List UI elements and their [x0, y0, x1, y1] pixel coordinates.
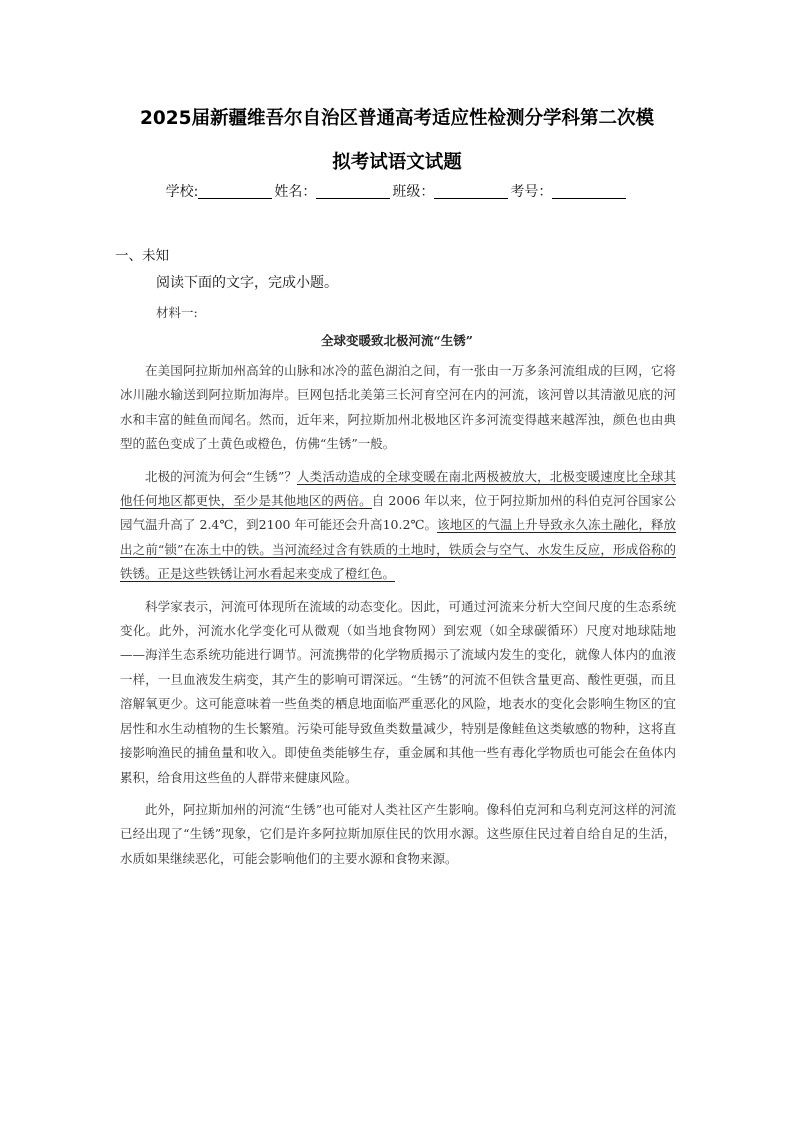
paragraph-4: 此外，阿拉斯加州的河流“生锈”也可能对人类社区产生影响。像科伯克河和乌利克河这样的河流已经出现了“生锈”现象，它们是许多阿拉斯加原住民的饮用水源。这些原住民过着自给自足的生活，水质如果继续恶化，可能会影响他们的主要水源和食物来源。: [120, 801, 676, 866]
school-blank[interactable]: [198, 183, 272, 199]
class-blank[interactable]: [434, 183, 508, 199]
section-heading: 一、未知: [115, 248, 169, 264]
underlined-sentence-2: 该地区的气温上升导致永久冻土融化，释放出之前“锁”在冻土中的铁。当河流经过含有铁质的土地时，铁质会与空气、水发生反应，形成俗称的铁锈。正是这些铁锈让河水看起来变成了橙红色。: [120, 517, 676, 582]
material-label: 材料一:: [156, 305, 198, 320]
paragraph-2: [120, 465, 676, 587]
article-body: [120, 359, 676, 879]
exam-number-blank[interactable]: [552, 183, 626, 199]
name-label: 姓名：: [274, 184, 317, 200]
paragraph-2-data: 自 2006 年以来，位于阿拉斯加州的科伯克河谷国家公园气温升高了 2.4℃，到2100 年可能还会升高10.2℃。: [120, 493, 676, 533]
paragraph-2-question: 北极的河流为何会“生锈”？: [145, 468, 298, 484]
exam-number-label: 考号：: [510, 184, 553, 200]
article-title: 全球变暖致北极河流“生锈”: [321, 333, 473, 348]
underlined-sentence-1: 人类活动造成的全球变暖在南北两极被放大，北极变暖速度比全球其他任何地区都更快，至少是其他地区的两倍。: [120, 468, 676, 509]
paragraph-3: 科学家表示，河流可体现所在流域的动态变化。因此，可通过河流来分析大空间尺度的生态系统变化。此外，河流水化学变化可从微观（如当地食物网）到宏观（如全球碳循环）尺度对地球陆地——海洋生态系统功能进行调节。河流携带的化学物质揭示了流域内发生的变化，就像人体内的血液一样，一旦血液发生病变，其产生的影响可谓深远。“生锈”的河流不但铁含量更高、酸性更强，而且溶解氧更少。这可能意味着一些鱼类的栖息地面临严重恶化的风险，地表水的变化会影响生物区的宜居性和水生动植物的生长繁殖。污染可能导致鱼类数量减少，特别是像鲑鱼这类敏感的物种，这将直接影响渔民的捕鱼量和收入。即使鱼类能够生存，重金属和其他一些有毒化学物质也可能会在鱼体内累积，给食用这些鱼的人群带来健康风险。: [120, 598, 676, 785]
exam-title-line-1: 2025届新疆维吾尔自治区普通高考适应性检测分学科第二次模: [140, 108, 654, 129]
reading-instruction: 阅读下面的文字，完成小题。: [156, 275, 338, 291]
name-blank[interactable]: [316, 183, 390, 199]
paragraph-1: 在美国阿拉斯加州高耸的山脉和冰冷的蓝色湖泊之间，有一张由一万多条河流组成的巨网，它将冰川融水输送到阿拉斯加海岸。巨网包括北美第三长河育空河在内的河流，该河曾以其清澈见底的河水和丰富的鲑鱼而闻名。然而，近年来，阿拉斯加州北极地区许多河流变得越来越浑浊，颜色也由典型的蓝色变成了土黄色或橙色，仿佛“生锈”一般。: [120, 363, 676, 452]
student-info-row: [100, 181, 694, 201]
school-label: 学校:: [165, 184, 199, 200]
exam-title-line-2: 拟考试语文试题: [332, 152, 462, 173]
class-label: 班级：: [392, 184, 435, 200]
